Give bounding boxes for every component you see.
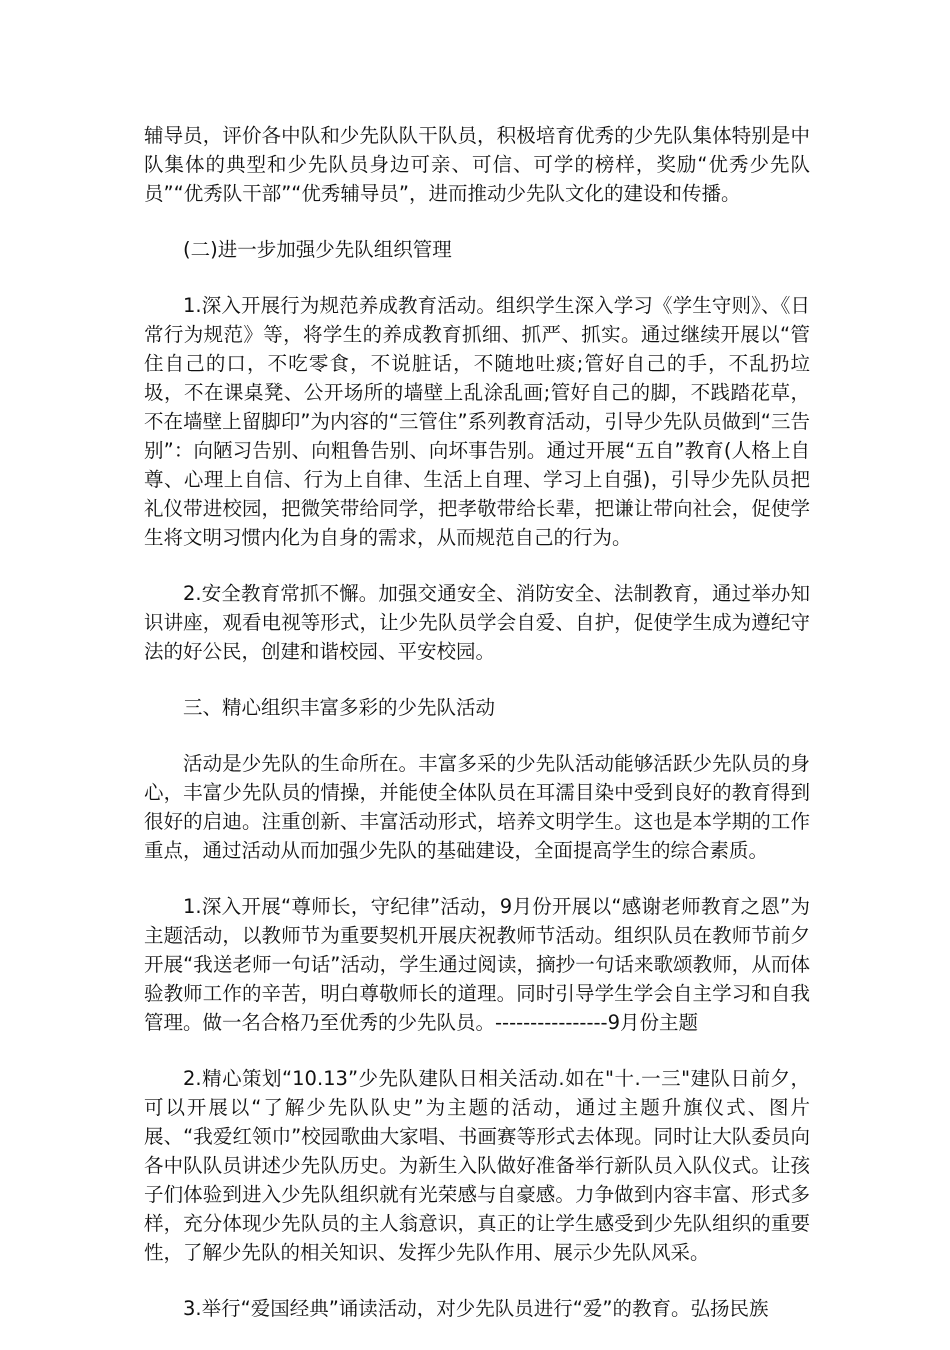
paragraph-behavior-education: 1.深入开展行为规范养成教育活动。组织学生深入学习《学生守则》、《日常行为规范》等，将学生的养成教育抓细、抓严、抓实。通过继续开展以“管住自己的口，不吃零食，不说脏话，不随地吐痰;管好自己的手，不乱扔垃圾，不在课桌凳、公开场所的墙壁上乱涂乱画;管好自己的脚，不践踏花草，不在墙壁上留脚印”为内容的“三管住”系列教育活动，引导少先队员做到“三告别”：向陋习告别、向粗鲁告别、向坏事告别。通过开展“五自”教育(人格上自尊、心理上自信、行为上自律、生活上自理、学习上自强)，引导少先队员把礼仪带进校园，把微笑带给同学，把孝敬带给长辈，把谦让带向社会，促使学生将文明习惯内化为自身的需求，从而规范自己的行为。 bbox=[144, 294, 810, 549]
paragraph-founding-day: 2.精心策划“10.13”少先队建队日相关活动.如在"十.一三"建队日前夕，可以开展以“了解少先队队史”为主题的活动，通过主题升旗仪式、图片展、“我爱红领巾”校园歌曲大家唱、书画赛等形式去体现。同时让大队委员向各中队队员讲述少先队历史。为新生入队做好准备举行新队员入队仪式。让孩子们体验到进入少先队组织就有光荣感与自豪感。力争做到内容丰富、形式多样，充分体现少先队员的主人翁意识，真正的让学生感受到少先队组织的重要性，了解少先队的相关知识、发挥少先队作用、展示少先队风采。 bbox=[144, 1067, 810, 1264]
paragraph-activities-intro: 活动是少先队的生命所在。丰富多采的少先队活动能够活跃少先队员的身心，丰富少先队员的情操，并能使全体队员在耳濡目染中受到良好的教育得到很好的启迪。注重创新、丰富活动形式，培养文明学生。这也是本学期的工作重点，通过活动从而加强少先队的基础建设，全面提高学生的综合素质。 bbox=[144, 752, 810, 862]
paragraph-patriotic-reading: 3.举行“爱国经典”诵读活动，对少先队员进行“爱”的教育。弘扬民族 bbox=[183, 1297, 769, 1320]
document-body bbox=[144, 121, 810, 1350]
paragraph-respect-teachers: 1.深入开展“尊师长，守纪律”活动，9月份开展以“感谢老师教育之恩”为主题活动，以教师节为重要契机开展庆祝教师节活动。组织队员在教师节前夕开展“我送老师一句话”活动，学生通过阅读，摘抄一句话来歌颂教师，从而体验教师工作的辛苦，明白尊敬师长的道理。同时引导学生学会自主学习和自我管理。做一名合格乃至优秀的少先队员。----------------9月份主题 bbox=[144, 895, 810, 1034]
section-heading-org-management: (二)进一步加强少先队组织管理 bbox=[183, 238, 452, 261]
section-heading-activities: 三、精心组织丰富多彩的少先队活动 bbox=[183, 696, 496, 719]
paragraph-safety-education: 2.安全教育常抓不懈。加强交通安全、消防安全、法制教育，通过举办知识讲座，观看电视等形式，让少先队员学会自爱、自护，促使学生成为遵纪守法的好公民，创建和谐校园、平安校园。 bbox=[144, 582, 810, 663]
paragraph-continuation: 辅导员，评价各中队和少先队队干队员，积极培育优秀的少先队集体特别是中队集体的典型和少先队员身边可亲、可信、可学的榜样，奖励“优秀少先队员”“优秀队干部”“优秀辅导员”，进而推动少先队文化的建设和传播。 bbox=[144, 124, 810, 205]
